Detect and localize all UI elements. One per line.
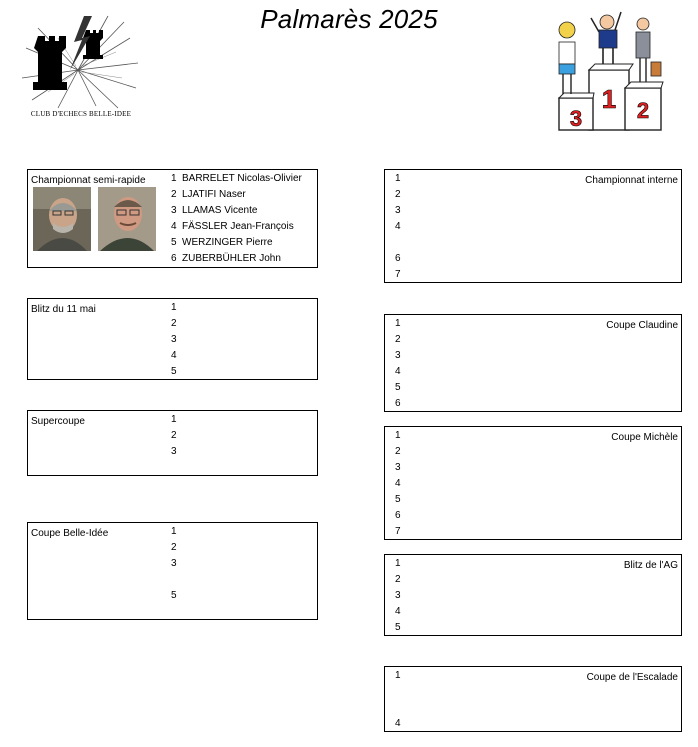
club-name: CLUB D'ECHECS BELLE-IDEE	[30, 110, 132, 118]
section-label: Blitz de l'AG	[623, 560, 678, 571]
ranking-list	[171, 524, 182, 604]
ranking-row	[171, 171, 302, 187]
rank-number: 1	[395, 558, 401, 569]
section-coupe-claudine	[384, 314, 682, 412]
rank-number: 1	[395, 670, 401, 681]
rank-number: 3	[395, 350, 401, 361]
section-label: Coupe de l'Escalade	[586, 672, 678, 683]
ranking-row	[171, 332, 182, 348]
section-label: Blitz du 11 mai	[31, 304, 96, 315]
rank-number: 5	[395, 622, 401, 633]
rank-number: 7	[395, 526, 401, 537]
rank-number: 3	[171, 558, 177, 569]
rank-number: 3	[171, 334, 177, 345]
ranking-row	[171, 572, 182, 588]
rank-number: 5	[395, 382, 401, 393]
player-name: BARRELET Nicolas-Olivier	[182, 173, 302, 184]
ranking-list	[395, 428, 401, 540]
section-label: Coupe Michèle	[611, 432, 678, 443]
rank-number: 5	[171, 590, 177, 601]
player-photo-2	[98, 187, 156, 251]
rank-number: 1	[171, 414, 177, 425]
rank-number: 2	[395, 574, 401, 585]
section-championnat-interne	[384, 169, 682, 283]
rank-number: 3	[395, 462, 401, 473]
rank-number: 2	[171, 430, 177, 441]
ranking-row	[171, 588, 182, 604]
rank-number: 6	[395, 510, 401, 521]
ranking-row	[171, 556, 182, 572]
ranking-row	[171, 187, 302, 203]
rank-number: 4	[171, 350, 177, 361]
ranking-list	[171, 171, 302, 267]
svg-text:3: 3	[569, 106, 583, 131]
svg-text:2: 2	[636, 98, 650, 123]
rank-number: 2	[395, 446, 401, 457]
podium-illustration-icon	[545, 8, 665, 136]
rank-number: 4	[171, 221, 177, 232]
ranking-row	[171, 203, 302, 219]
player-name: WERZINGER Pierre	[182, 237, 273, 248]
ranking-row	[171, 219, 302, 235]
player-name: LJATIFI Naser	[182, 189, 246, 200]
ranking-row	[171, 235, 302, 251]
ranking-row	[171, 524, 182, 540]
section-blitz-ag	[384, 554, 682, 636]
rank-number: 4	[395, 478, 401, 489]
player-name: ZUBERBÜHLER John	[182, 253, 281, 264]
rank-number: 7	[395, 269, 401, 280]
club-logo-rook-icon	[18, 8, 144, 124]
rank-number: 4	[395, 221, 401, 232]
rank-number: 2	[171, 542, 177, 553]
rank-number: 2	[395, 189, 401, 200]
rank-number: 6	[395, 253, 401, 264]
rank-number: 1	[395, 318, 401, 329]
section-label: Coupe Claudine	[606, 320, 678, 331]
rank-number: 5	[395, 494, 401, 505]
rank-number: 1	[171, 526, 177, 537]
player-name: FÄSSLER Jean-François	[182, 221, 294, 232]
rank-number: 3	[395, 205, 401, 216]
ranking-list	[395, 316, 401, 412]
ranking-row	[171, 316, 182, 332]
section-label: Supercoupe	[31, 416, 85, 427]
rank-number: 4	[395, 606, 401, 617]
rank-number: 2	[171, 189, 177, 200]
section-championnat-semi-rapide	[27, 169, 318, 268]
ranking-list	[171, 300, 182, 380]
rank-number: 5	[171, 366, 177, 377]
rank-number: 1	[395, 430, 401, 441]
ranking-list	[395, 668, 401, 732]
rank-number: 6	[171, 253, 177, 264]
section-coupe-michele	[384, 426, 682, 540]
svg-text:1: 1	[601, 84, 617, 114]
ranking-row	[171, 251, 302, 267]
rank-number: 2	[171, 318, 177, 329]
rank-number: 5	[171, 237, 177, 248]
rank-number: 1	[171, 302, 177, 313]
rank-number: 1	[395, 173, 401, 184]
player-name: LLAMAS Vicente	[182, 205, 258, 216]
section-label: Championnat semi-rapide	[31, 175, 146, 186]
ranking-row	[171, 444, 182, 460]
rank-number	[395, 700, 401, 716]
ranking-list	[171, 412, 182, 460]
ranking-row	[171, 540, 182, 556]
ranking-row	[171, 364, 182, 380]
section-blitz-11-mai	[27, 298, 318, 380]
rank-number: 4	[395, 366, 401, 377]
rank-number: 6	[395, 398, 401, 409]
ranking-list	[395, 556, 401, 636]
section-label: Coupe Belle-Idée	[31, 528, 109, 539]
section-supercoupe	[27, 410, 318, 476]
ranking-row	[171, 428, 182, 444]
rank-number	[395, 684, 401, 700]
page-title: Palmarès 2025	[260, 4, 438, 34]
ranking-list	[395, 171, 401, 283]
player-photo-1	[33, 187, 91, 251]
rank-number: 1	[171, 173, 177, 184]
section-coupe-escalade	[384, 666, 682, 732]
section-label: Championnat interne	[585, 175, 678, 186]
rank-number: 3	[171, 446, 177, 457]
ranking-row	[171, 300, 182, 316]
rank-number: 4	[395, 718, 401, 729]
ranking-row	[171, 412, 182, 428]
rank-number: 3	[171, 205, 177, 216]
section-coupe-belle-idee	[27, 522, 318, 620]
rank-number	[395, 235, 401, 251]
rank-number: 3	[395, 590, 401, 601]
ranking-row	[171, 348, 182, 364]
rank-number: 2	[395, 334, 401, 345]
